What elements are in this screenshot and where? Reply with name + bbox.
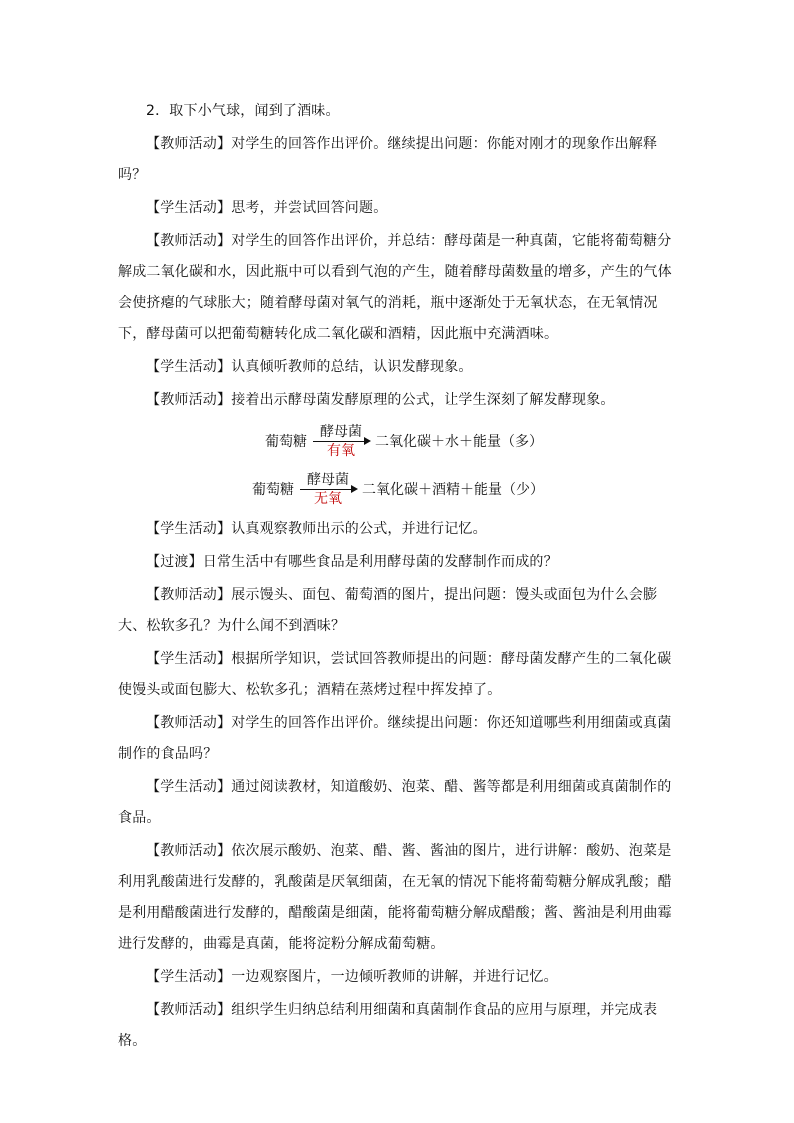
arrow-label-below: 无氧 — [314, 490, 342, 507]
paragraph: 【教师活动】组织学生归纳总结利用细菌和真菌制作食品的应用与原理，并完成表格。 — [118, 1002, 658, 1049]
document-body — [118, 96, 684, 1059]
arrow-label-above: 酵母菌 — [307, 471, 349, 488]
paragraph: 【学生活动】通过阅读教材，知道酸奶、泡菜、醋、酱等都是利用细菌或真菌制作的食品。 — [118, 779, 672, 826]
equation-products: 二氧化碳＋水＋能量（多） — [375, 434, 543, 450]
paragraph: 【学生活动】一边观察图片，一边倾听教师的讲解，并进行记忆。 — [146, 969, 558, 985]
equation-reactant: 葡萄糖 — [252, 482, 294, 498]
paragraph: 【学生活动】认真倾听教师的总结，认识发酵现象。 — [146, 359, 473, 375]
paragraph: 2．取下小气球，闻到了酒味。 — [146, 103, 340, 119]
paragraph: 【学生活动】根据所学知识，尝试回答教师提出的问题：酵母菌发酵产生的二氧化碳使馒头或面包膨大、松软多孔；酒精在蒸烤过程中挥发掉了。 — [118, 651, 672, 698]
paragraph: 【教师活动】对学生的回答作出评价，并总结：酵母菌是一种真菌，它能将葡萄糖分解成二氧化碳和水，因此瓶中可以看到气泡的产生，随着酵母菌数量的增多，产生的气体会使挤瘪的气球胀大；随着酵母菌对氧气的消耗，瓶中逐渐处于无氧状态，在无氧情况下，酵母菌可以把葡萄糖转化成二氧化碳和酒精，因此瓶中充满酒味。 — [118, 233, 672, 342]
arrow-icon — [313, 441, 369, 442]
equation-aerobic — [124, 418, 684, 464]
paragraph: 【学生活动】认真观察教师出示的公式，并进行记忆。 — [146, 521, 487, 537]
equation-anaerobic — [112, 466, 684, 512]
paragraph: 【教师活动】对学生的回答作出评价。继续提出问题：你能对刚才的现象作出解释吗？ — [118, 136, 658, 183]
paragraph: 【过渡】日常生活中有哪些食品是利用酵母菌的发酵制作而成的？ — [146, 554, 558, 570]
paragraph: 【学生活动】思考，并尝试回答问题。 — [146, 200, 388, 216]
paragraph: 【教师活动】对学生的回答作出评价。继续提出问题：你还知道哪些利用细菌或真菌制作的食品吗？ — [118, 715, 672, 762]
equation-products: 二氧化碳＋酒精＋能量（少） — [362, 482, 544, 498]
arrow-label-above: 酵母菌 — [320, 423, 362, 440]
reaction-arrow — [300, 471, 356, 508]
equation-reactant: 葡萄糖 — [265, 434, 307, 450]
paragraph: 【教师活动】展示馒头、面包、葡萄酒的图片，提出问题：馒头或面包为什么会膨大、松软多孔？为什么闻不到酒味？ — [118, 587, 658, 634]
paragraph: 【教师活动】接着出示酵母菌发酵原理的公式，让学生深刻了解发酵现象。 — [146, 392, 615, 408]
arrow-label-below: 有氧 — [327, 442, 355, 459]
arrow-icon — [300, 489, 356, 490]
reaction-arrow — [313, 423, 369, 460]
paragraph: 【教师活动】依次展示酸奶、泡菜、醋、酱、酱油的图片，进行讲解：酸奶、泡菜是利用乳酸菌进行发酵的，乳酸菌是厌氧细菌，在无氧的情况下能将葡萄糖分解成乳酸；醋是利用醋酸菌进行发酵的，醋酸菌是细菌，能将葡萄糖分解成醋酸；酱、酱油是利用曲霉进行发酵的，曲霉是真菌，能将淀粉分解成葡萄糖。 — [118, 843, 672, 952]
